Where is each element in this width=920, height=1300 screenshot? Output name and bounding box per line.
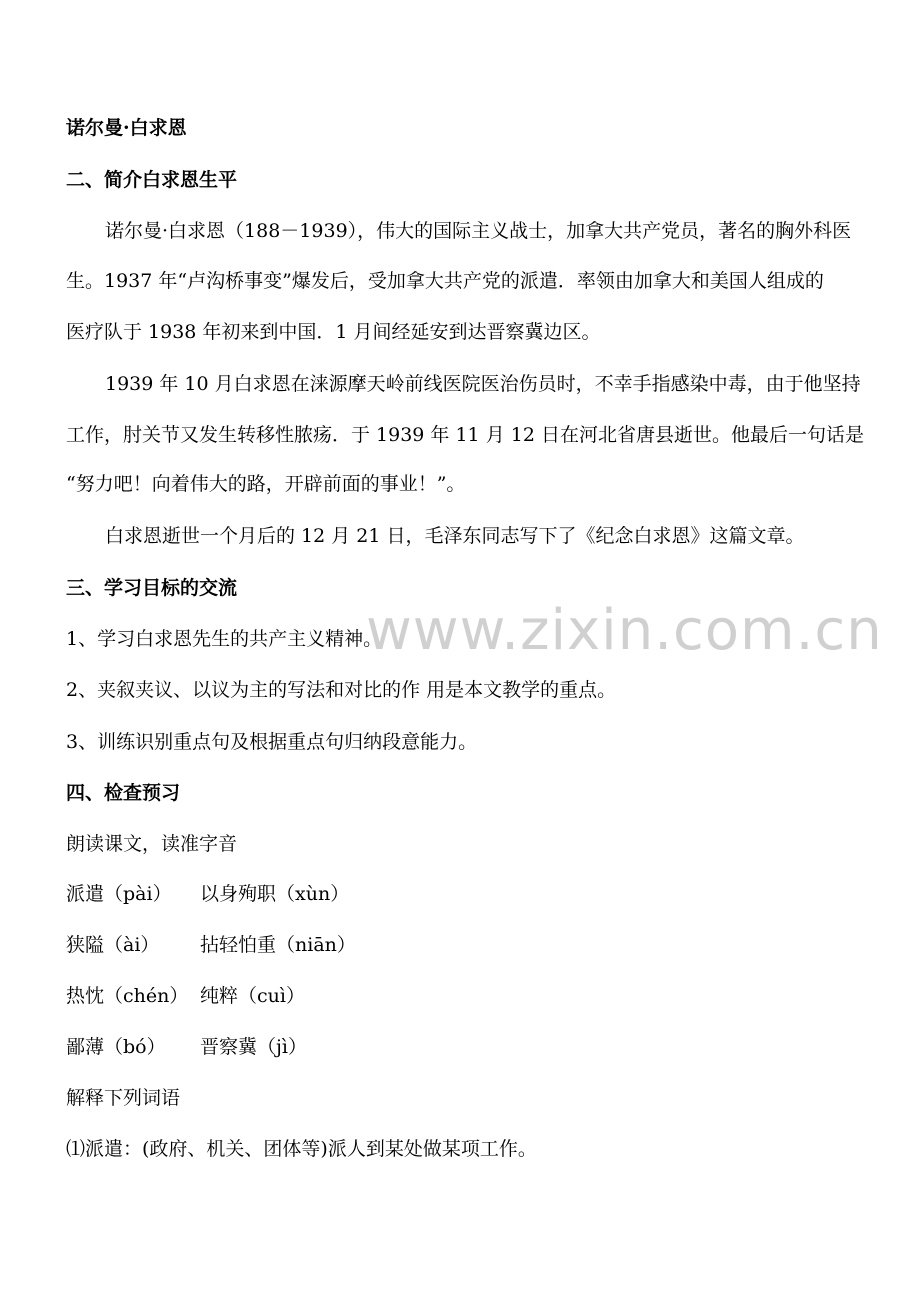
- goal-item: 2、夹叙夹议、以议为主的写法和对比的作 用是本文教学的重点。: [66, 679, 617, 701]
- pinyin-item: 拈轻怕重（niān）: [200, 934, 356, 956]
- pinyin-item: 晋察冀（jì）: [200, 1036, 307, 1058]
- paragraph-line: 工作，肘关节又发生转移性脓疡．于 1939 年 11 月 12 日在河北省唐县逝世。他最后一句话是: [66, 424, 864, 446]
- pinyin-item: 纯粹（cuì）: [200, 985, 305, 1007]
- section-heading-goals: 三、学习目标的交流: [66, 577, 238, 599]
- explain-label: 解释下列词语: [66, 1087, 181, 1109]
- pinyin-item: 鄙薄（bó）: [66, 1036, 166, 1058]
- paragraph-line: 白求恩逝世一个月后的 12 月 21 日，毛泽东同志写下了《纪念白求恩》这篇文章。: [105, 525, 805, 547]
- paragraph-line: 诺尔曼·白求恩（188－1939），伟大的国际主义战士，加拿大共产党员，著名的胸外科医: [105, 220, 852, 242]
- paragraph-line: 1939 年 10 月白求恩在涞源摩天岭前线医院医治伤员时，不幸手指感染中毒，由于他坚持: [105, 373, 861, 395]
- paragraph-line: 医疗队于 1938 年初来到中国．1 月间经延安到达晋察冀边区。: [66, 321, 601, 343]
- pinyin-item: 派遣（pài）: [66, 883, 172, 905]
- section-heading-preview: 四、检查预习: [66, 782, 181, 804]
- pinyin-item: 狭隘（ài）: [66, 934, 160, 956]
- pinyin-item: 以身殉职（xùn）: [200, 883, 350, 905]
- paragraph-line: 生。1937 年“卢沟桥事变”爆发后，受加拿大共产党的派遣．率领由加拿大和美国人组成的: [66, 270, 824, 292]
- pinyin-item: 热忱（chén）: [66, 985, 189, 1007]
- section-heading-biography: 二、简介白求恩生平: [66, 169, 238, 191]
- document-title: 诺尔曼·白求恩: [66, 117, 187, 139]
- read-label: 朗读课文，读准字音: [66, 833, 238, 855]
- watermark: www.zixin.com.cn: [366, 598, 883, 663]
- quote-line: “努力吧！向着伟大的路，开辟前面的事业！”。: [66, 473, 466, 495]
- explain-item: ⑴派遣：(政府、机关、团体等)派人到某处做某项工作。: [66, 1138, 537, 1160]
- goal-item: 1、学习白求恩先生的共产主义精神。: [66, 628, 383, 650]
- goal-item: 3、训练识别重点句及根据重点句归纳段意能力。: [66, 731, 478, 753]
